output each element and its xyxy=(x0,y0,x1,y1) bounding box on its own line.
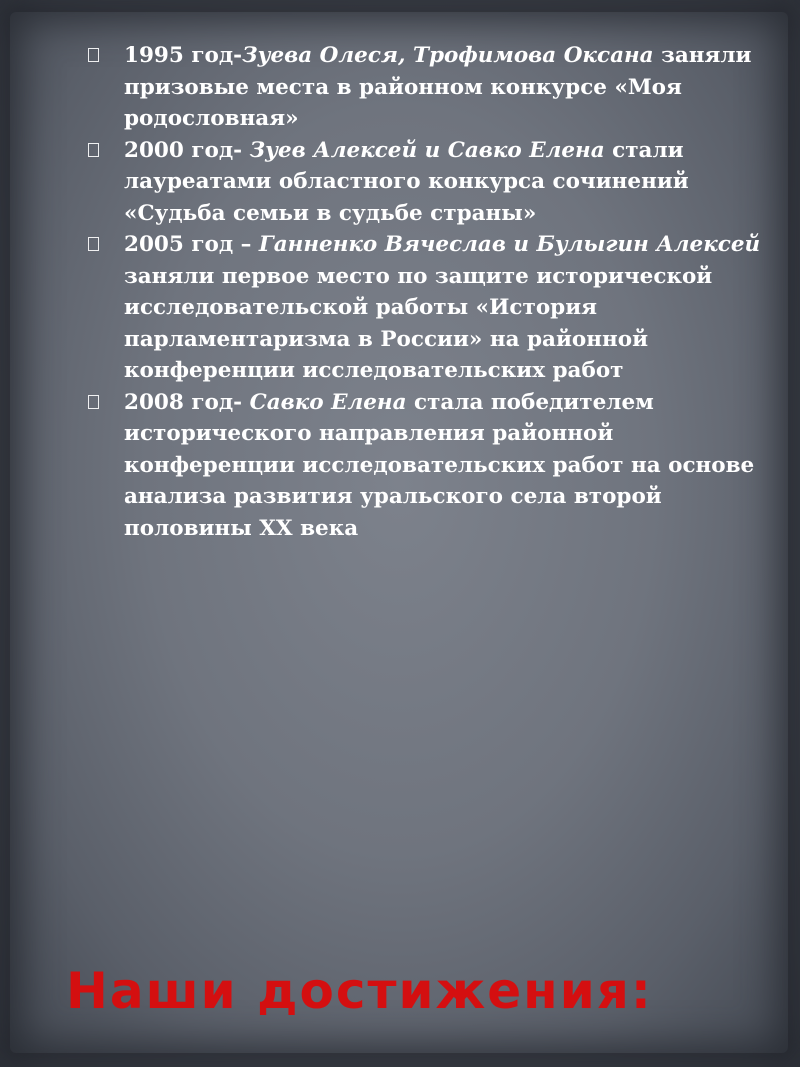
item-names: Савко Елена xyxy=(249,389,407,415)
list-item xyxy=(88,40,768,135)
item-year: 2008 год- xyxy=(124,389,250,415)
item-names: Зуев Алексей и Савко Елена xyxy=(249,137,605,163)
item-text: стала победителем исторического направления районной конференции исследовательских работ на основе анализа развития уральского села второй половины XX века xyxy=(124,389,755,541)
item-year: 1995 год- xyxy=(124,43,243,68)
item-text: заняли призовые места в районном конкурсе «Моя родословная» xyxy=(124,43,752,131)
achievements-list xyxy=(88,40,768,544)
bullet-icon xyxy=(88,237,99,251)
item-names: Зуева Олеся, Трофимова Оксана xyxy=(242,43,654,68)
slide-title: Наши достижения: xyxy=(66,962,653,1020)
bullet-icon xyxy=(88,395,99,409)
item-year: 2000 год- xyxy=(124,137,250,163)
item-text: заняли первое место по защите исторической исследовательской работы «История парламентаризма в России» на районной конференции исследовательских работ xyxy=(124,263,713,383)
list-item xyxy=(88,387,768,545)
item-names: Ганненко Вячеслав и Булыгин Алексей xyxy=(258,232,761,257)
bullet-icon xyxy=(88,143,99,157)
list-item xyxy=(88,229,768,387)
item-year: 2005 год – xyxy=(124,232,259,257)
list-item xyxy=(88,135,768,230)
item-text: стали лауреатами областного конкурса сочинений «Судьба семьи в судьбе страны» xyxy=(124,137,689,226)
bullet-icon xyxy=(88,48,99,62)
